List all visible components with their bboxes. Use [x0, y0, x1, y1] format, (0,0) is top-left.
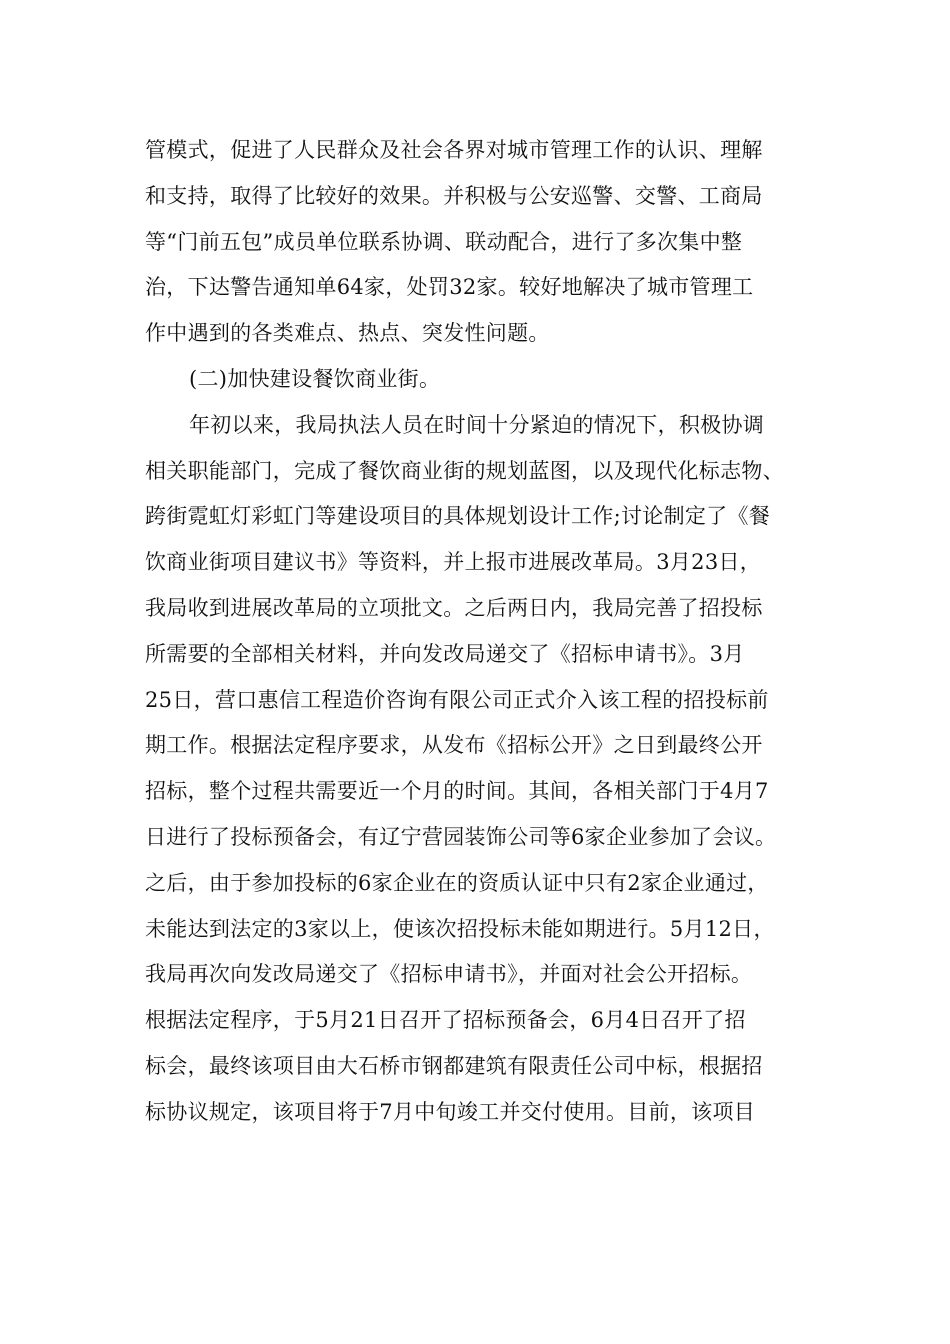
text-line: 相关职能部门，完成了餐饮商业街的规划蓝图，以及现代化标志物、 — [145, 458, 784, 483]
text-line: 期工作。根据法定程序要求，从发布《招标公开》之日到最终公开 — [145, 733, 763, 758]
text-line: 管模式，促进了人民群众及社会各界对城市管理工作的认识、理解 — [145, 138, 763, 162]
section-heading: (二)加快建设餐饮商业街。 — [189, 366, 441, 391]
text-line: 治，下达警告通知单64家，处罚32家。较好地解决了城市管理工 — [145, 275, 754, 300]
text-line: 作中遇到的各类难点、热点、突发性问题。 — [145, 321, 550, 346]
text-line: 25日，营口惠信工程造价咨询有限公司正式介入该工程的招投标前 — [145, 687, 769, 712]
text-line: 所需要的全部相关材料，并向发改局递交了《招标申请书》。3月 — [145, 641, 745, 666]
text-line: 未能达到法定的3家以上，使该次招投标未能如期进行。5月12日， — [145, 916, 775, 941]
text-line: 我局再次向发改局递交了《招标申请书》，并面对社会公开招标。 — [145, 962, 753, 987]
text-line: 年初以来，我局执法人员在时间十分紧迫的情况下，积极协调 — [189, 412, 765, 437]
text-line: 饮商业街项目建议书》等资料，并上报市进展改革局。3月23日， — [145, 550, 762, 575]
text-line: 日进行了投标预备会，有辽宁营园装饰公司等6家企业参加了会议。 — [145, 824, 777, 849]
text-line: 和支持，取得了比较好的效果。并积极与公安巡警、交警、工商局 — [145, 183, 763, 208]
text-line: 标会，最终该项目由大石桥市钢都建筑有限责任公司中标，根据招 — [145, 1053, 763, 1078]
text-line: 等“门前五包”成员单位联系协调、联动配合，进行了多次集中整 — [145, 229, 743, 254]
text-line: 标协议规定，该项目将于7月中旬竣工并交付使用。目前，该项目 — [145, 1099, 756, 1124]
text-line: 跨街霓虹灯彩虹门等建设项目的具体规划设计工作;讨论制定了《餐 — [145, 504, 771, 529]
document-body — [145, 128, 805, 1136]
text-line: 招标，整个过程共需要近一个月的时间。其间，各相关部门于4月7 — [145, 779, 769, 804]
text-line: 我局收到进展改革局的立项批文。之后两日内，我局完善了招投标 — [145, 595, 763, 620]
text-line: 根据法定程序，于5月21日召开了招标预备会，6月4日召开了招 — [145, 1008, 746, 1033]
text-line: 之后，由于参加投标的6家企业在的资质认证中只有2家企业通过， — [145, 870, 769, 895]
